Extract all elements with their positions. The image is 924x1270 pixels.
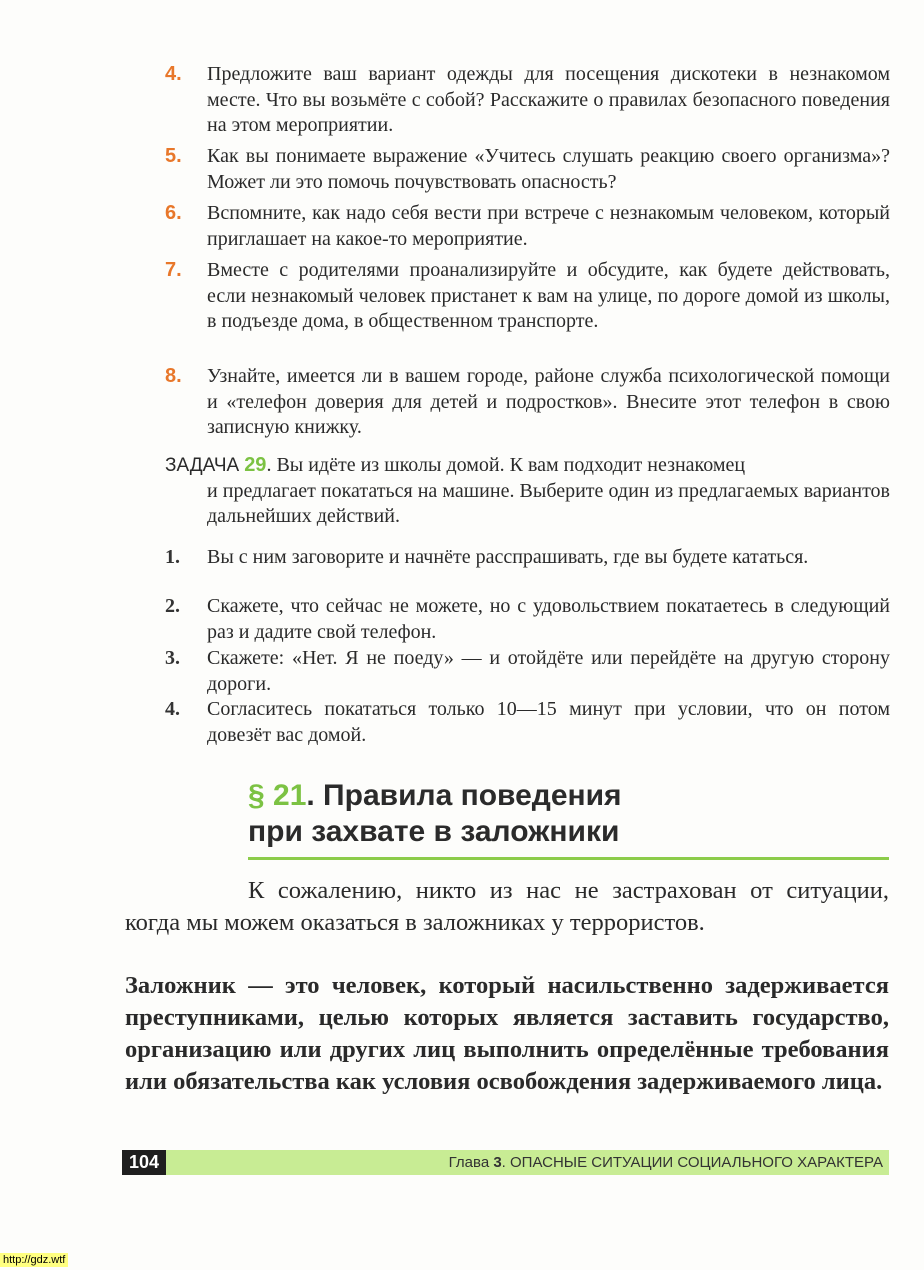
question-5 — [165, 144, 890, 195]
task-option-3 — [165, 646, 890, 697]
section-title-line2: при захвате в заложники — [248, 815, 620, 848]
chapter-title — [449, 1150, 883, 1175]
question-4 — [165, 62, 890, 139]
task-option-4 — [165, 697, 890, 748]
option-number: 4. — [165, 698, 180, 720]
question-text: Предложите ваш вариант одежды для посещения дискотеки в незнакомом месте. Что вы возьмёте с собой? Расскажите о правилах безопасного поведения на этом мероприятии. — [207, 63, 890, 136]
task-number: 29 — [244, 454, 267, 476]
task-29 — [165, 453, 890, 530]
question-6 — [165, 201, 890, 252]
question-number: 7. — [165, 259, 182, 281]
question-text: Как вы понимаете выражение «Учитесь слушать реакцию своего организма»? Может ли это помочь почувствовать опасность? — [207, 145, 890, 193]
question-number: 6. — [165, 202, 182, 224]
question-text: Вместе с родителями проанализируйте и обсудите, как будете действовать, если незнакомый человек пристанет к вам на улице, по дороге домой из школы, в подъезде дома, в общественном транспорте. — [207, 259, 890, 332]
option-number: 1. — [165, 546, 180, 568]
option-text: Скажете: «Нет. Я не поеду» — и отойдёте или перейдёте на другую сторону дороги. — [207, 647, 890, 695]
question-number: 8. — [165, 365, 182, 387]
definition-paragraph: Заложник — это человек, который насильственно задерживается преступниками, целью которых является заставить государство, организацию или других лиц выполнить определённые требования или обязательства как условия освобождения задерживаемого лица. — [125, 972, 889, 1095]
chapter-name: . ОПАСНЫЕ СИТУАЦИИ СОЦИАЛЬНОГО ХАРАКТЕРА — [501, 1154, 883, 1171]
watermark-link[interactable]: http://gdz.wtf — [0, 1253, 68, 1267]
intro-paragraph: К сожалению, никто из нас не застрахован от ситуации, когда мы можем оказаться в заложниках у террористов. — [125, 877, 889, 936]
option-text: Вы с ним заговорите и начнёте расспрашивать, где вы будете кататься. — [207, 546, 809, 568]
task-text-continued: и предлагает покататься на машине. Выберите один из предлагаемых вариантов дальнейших действий. — [207, 479, 890, 527]
option-text: Согласитесь покататься только 10—15 минут при условии, что он потом довезёт вас домой. — [207, 698, 890, 746]
task-option-2 — [165, 594, 890, 645]
page-number: 104 — [122, 1150, 166, 1175]
title-underline — [248, 857, 889, 860]
question-number: 5. — [165, 145, 182, 167]
chapter-prefix: Глава — [448, 1154, 494, 1171]
task-option-1 — [165, 545, 890, 571]
question-8 — [165, 364, 890, 441]
page-footer — [122, 1150, 889, 1175]
task-label: ЗАДАЧА — [165, 455, 240, 476]
section-title-line1: . Правила поведения — [306, 779, 622, 812]
task-text: . Вы идёте из школы домой. К вам подходит незнакомец — [266, 454, 746, 476]
option-number: 3. — [165, 647, 180, 669]
section-number: § 21 — [248, 779, 307, 812]
question-7 — [165, 258, 890, 335]
option-number: 2. — [165, 595, 180, 617]
question-number: 4. — [165, 63, 182, 85]
section-title — [248, 778, 622, 850]
chapter-number: 3 — [493, 1154, 502, 1171]
question-text: Вспомните, как надо себя вести при встрече с незнакомым человеком, который приглашает на какое-то мероприятие. — [207, 202, 890, 250]
option-text: Скажете, что сейчас не можете, но с удовольствием покатаетесь в следующий раз и дадите свой телефон. — [207, 595, 890, 643]
question-text: Узнайте, имеется ли в вашем городе, районе служба психологической помощи и «телефон доверия для детей и подростков». Внесите этот телефон в свою записную книжку. — [207, 365, 890, 438]
